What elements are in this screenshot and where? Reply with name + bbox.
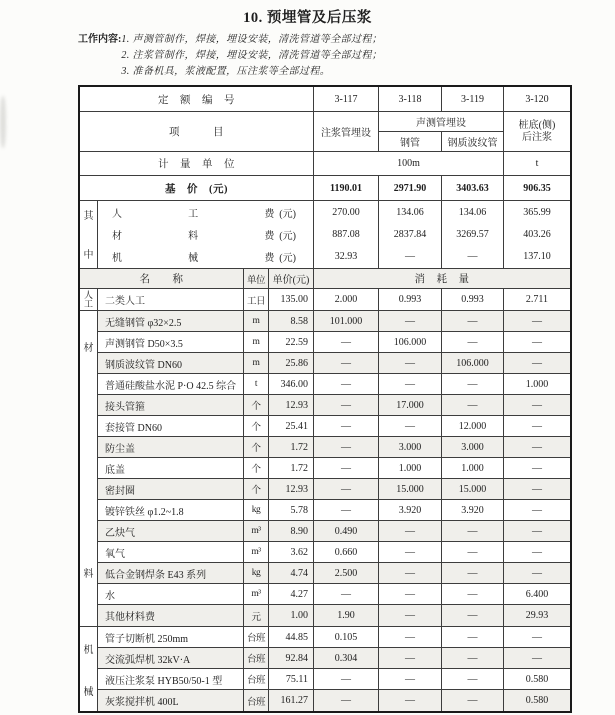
material-v3: 3.000 [442,437,504,457]
subheader-name: 名 称 [80,269,244,288]
material-v2: — [379,584,442,604]
machine-row [98,648,570,669]
work-content [78,32,558,80]
material-v1: — [314,332,379,352]
material-unit: t [244,374,269,394]
material-name: 乙炔气 [98,521,244,541]
material-v4: — [532,567,542,579]
material-v1: — [314,458,379,478]
material-v3: — [442,395,504,415]
labor-section-label: 人 工 [80,289,98,310]
labor-v4: 2.711 [525,294,549,305]
material-unit: 元 [244,605,269,626]
machine-v4: — [532,631,542,643]
material-name: 镀锌铁丝 φ1.2~1.8 [98,500,244,520]
material-price: 1.72 [269,458,314,478]
work-content-label: 工作内容: [78,34,122,45]
material-v4: — [532,483,542,495]
material-v3: — [442,521,504,541]
material-name: 无缝钢管 φ32×2.5 [98,311,244,331]
machine-v3: — [442,669,504,689]
quota-number-row [80,87,570,112]
material-price: 1.72 [269,437,314,457]
item-col4-line2: 后注浆 [522,131,552,143]
material-v2: — [379,353,442,373]
machine-row [98,627,570,648]
material-unit: m [244,353,269,373]
work-content-line-2: 2. 注浆管制作，焊接，埋设安装，清洗管道等全部过程； [121,50,383,61]
machine-v4: 0.580 [525,673,549,685]
material-price: 5.78 [269,500,314,520]
material-v1: 1.90 [314,605,379,626]
machine-v2: — [379,690,442,711]
work-content-line-1: 1. 声测管制作，焊接，埋设安装，清洗管道等全部过程； [121,34,383,45]
machine-price: 92.84 [269,648,314,668]
material-price: 8.58 [269,311,314,331]
material-v3: — [442,563,504,583]
costs-rows [98,201,570,268]
machine-row [98,669,570,690]
material-price: 3.62 [269,542,314,562]
material-price: 25.86 [269,353,314,373]
base-price-4: 906.35 [523,182,551,194]
quota-table [78,85,572,713]
material-price: 25.41 [269,416,314,436]
material-row [98,521,570,542]
material-row [98,437,570,458]
machine-v1: 0.105 [314,627,379,647]
material-row [98,500,570,521]
material-v4: 29.93 [525,610,549,621]
material-unit: m³ [244,521,269,541]
labor-v3: 0.993 [442,289,504,310]
material-v2: 3.920 [379,500,442,520]
costs-section [80,201,570,269]
labor-name: 二类人工 [98,289,244,310]
material-v3: 1.000 [442,458,504,478]
material-row [98,332,570,353]
material-row [98,416,570,437]
material-v3: 3.920 [442,500,504,520]
material-row [98,605,570,626]
material-v2: — [379,563,442,583]
item-col3: 钢质波纹管 [447,138,498,149]
machine-price: 161.27 [269,690,314,711]
material-name: 低合金钢焊条 E43 系列 [98,563,244,583]
material-name: 其他材料费 [98,605,244,626]
material-v1: — [314,584,379,604]
item-col23-group [379,112,504,151]
quota-code-4: 3-120 [525,93,549,105]
material-v2: — [379,416,442,436]
material-unit: 个 [244,458,269,478]
material-name: 密封圈 [98,479,244,499]
machine-v2: — [379,669,442,689]
labor-v1: 2.000 [314,289,379,310]
material-v2: — [379,374,442,394]
measure-unit-row [80,152,570,176]
machine-cost-row: 机 械 费 (元) 32.93 — — 137.10 [98,246,570,268]
material-v1: 2.500 [314,563,379,583]
item-col4 [504,112,570,151]
material-v4: — [532,336,542,348]
machine-v4: — [532,652,542,664]
material-v4: 1.000 [525,378,549,390]
material-price: 12.93 [269,395,314,415]
material-v3: — [442,605,504,626]
quota-code-3: 3-119 [442,87,504,111]
material-name: 底盖 [98,458,244,478]
material-v1: — [314,416,379,436]
material-v2: 1.000 [379,458,442,478]
material-row [98,542,570,563]
labor-unit: 工日 [244,289,269,310]
material-unit: 个 [244,395,269,415]
material-v3: — [442,311,504,331]
material-unit: m [244,332,269,352]
item-col4-line1: 桩底(侧) [518,120,556,131]
material-v2: 3.000 [379,437,442,457]
machine-v3: — [442,627,504,647]
materials-section [80,311,570,627]
materials-section-label: 材 料 [80,311,98,626]
material-row [98,584,570,605]
quota-number-label: 定 额 编 号 [80,87,314,111]
material-price: 12.93 [269,479,314,499]
material-v3: — [442,542,504,562]
subheader-price: 单价(元) [269,269,314,288]
material-v4: — [532,357,542,369]
machine-unit: 台班 [244,690,269,711]
material-cost-row: 材 料 费 (元) 887.08 2837.84 3269.57 403.26 [98,223,570,245]
material-name: 防尘盖 [98,437,244,457]
material-price: 22.59 [269,332,314,352]
material-name: 声测钢管 D50×3.5 [98,332,244,352]
machine-v1: — [314,690,379,711]
material-v3: — [442,374,504,394]
material-v1: — [314,500,379,520]
material-row [98,311,570,332]
material-unit: 个 [244,479,269,499]
material-v4: — [532,462,542,474]
machine-v1: — [314,669,379,689]
machines-section-label: 机 械 [80,627,98,711]
material-v1: — [314,374,379,394]
base-price-3: 3403.63 [442,176,504,200]
machine-price: 44.85 [269,627,314,647]
machine-name: 灰浆搅拌机 400L [98,690,244,711]
measure-unit-label: 计 量 单 位 [80,152,314,175]
machine-unit: 台班 [244,648,269,668]
machine-v4: 0.580 [525,695,549,706]
material-v1: — [314,395,379,415]
machine-v2: — [379,648,442,668]
material-name: 套接管 DN60 [98,416,244,436]
material-v1: 101.000 [314,311,379,331]
material-v4: — [532,525,542,537]
subheader-consumption: 消 耗 量 [414,274,470,285]
machine-name: 管子切断机 250mm [98,627,244,647]
material-price: 1.00 [269,605,314,626]
material-v2: 17.000 [379,395,442,415]
base-price-row [80,176,570,201]
material-unit: m³ [244,584,269,604]
material-row [98,374,570,395]
work-content-line-3: 3. 准备机具，浆液配置，压注浆等全部过程。 [121,66,331,77]
item-row [80,112,570,152]
material-v1: — [314,437,379,457]
machine-v2: — [379,627,442,647]
labor-v2: 0.993 [379,289,442,310]
material-v2: 15.000 [379,479,442,499]
material-price: 4.27 [269,584,314,604]
material-unit: kg [244,500,269,520]
material-v1: — [314,353,379,373]
material-unit: 个 [244,416,269,436]
material-v4: — [532,504,542,516]
material-name: 普通硅酸盐水泥 P·O 42.5 综合 [98,374,244,394]
base-price-1: 1190.01 [314,176,379,200]
labor-price: 135.00 [269,289,314,310]
machine-v3: — [442,648,504,668]
material-v4: — [532,315,542,327]
machine-unit: 台班 [244,669,269,689]
machine-row [98,690,570,711]
base-price-2: 2971.90 [379,176,442,200]
material-v4: — [532,546,542,558]
measure-unit-last: t [535,158,539,169]
material-v4: 6.400 [525,588,549,600]
work-content-lines [121,32,382,80]
material-v3: 15.000 [442,479,504,499]
machine-v1: 0.304 [314,648,379,668]
machine-name: 交流弧焊机 32kV·A [98,648,244,668]
material-v4: — [532,399,542,411]
costs-section-label: 其 中 [80,201,98,268]
material-price: 8.90 [269,521,314,541]
quota-code-1: 3-117 [314,87,379,111]
machines-rows [98,627,570,711]
machine-v3: — [442,690,504,711]
material-name: 水 [98,584,244,604]
item-label: 项 目 [80,112,314,151]
measure-unit-merged: 100m [314,152,504,175]
machine-unit: 台班 [244,627,269,647]
material-v1: 0.490 [314,521,379,541]
material-v1: — [314,479,379,499]
item-col23-top: 声测管埋设 [379,112,503,132]
material-name: 钢质波纹管 DN60 [98,353,244,373]
material-v3: 12.000 [442,416,504,436]
material-v1: 0.660 [314,542,379,562]
material-row [98,395,570,416]
material-v2: 106.000 [379,332,442,352]
labor-section [80,289,570,311]
material-row [98,458,570,479]
material-v2: — [379,311,442,331]
machines-section [80,627,570,711]
machine-price: 75.11 [269,669,314,689]
material-v2: — [379,521,442,541]
material-price: 346.00 [269,374,314,394]
scan-smudge-artifact [0,96,6,148]
item-col2: 钢管 [379,132,442,151]
material-v4: — [532,420,542,432]
material-price: 4.74 [269,563,314,583]
material-v2: — [379,605,442,626]
material-v4: — [532,441,542,453]
material-unit: kg [244,563,269,583]
material-v3: 106.000 [442,353,504,373]
subheader-row [80,269,570,289]
item-col1: 注浆管埋设 [314,112,379,151]
material-row [98,353,570,374]
material-v2: — [379,542,442,562]
material-unit: m³ [244,542,269,562]
material-unit: 个 [244,437,269,457]
material-row [98,563,570,584]
material-name: 接头管箍 [98,395,244,415]
material-name: 氧气 [98,542,244,562]
subheader-unit: 单位 [244,269,269,288]
machine-name: 液压注浆泵 HYB50/50-1 型 [98,669,244,689]
materials-rows [98,311,570,626]
base-price-label: 基 价 (元) [80,176,314,200]
page-title: 10. 预埋管及后压浆 [243,10,372,26]
material-v3: — [442,332,504,352]
labor-cost-row: 人 工 费 (元) 270.00 134.06 134.06 365.99 [98,201,570,223]
quota-code-2: 3-118 [379,87,442,111]
material-v3: — [442,584,504,604]
material-unit: m [244,311,269,331]
material-row [98,479,570,500]
